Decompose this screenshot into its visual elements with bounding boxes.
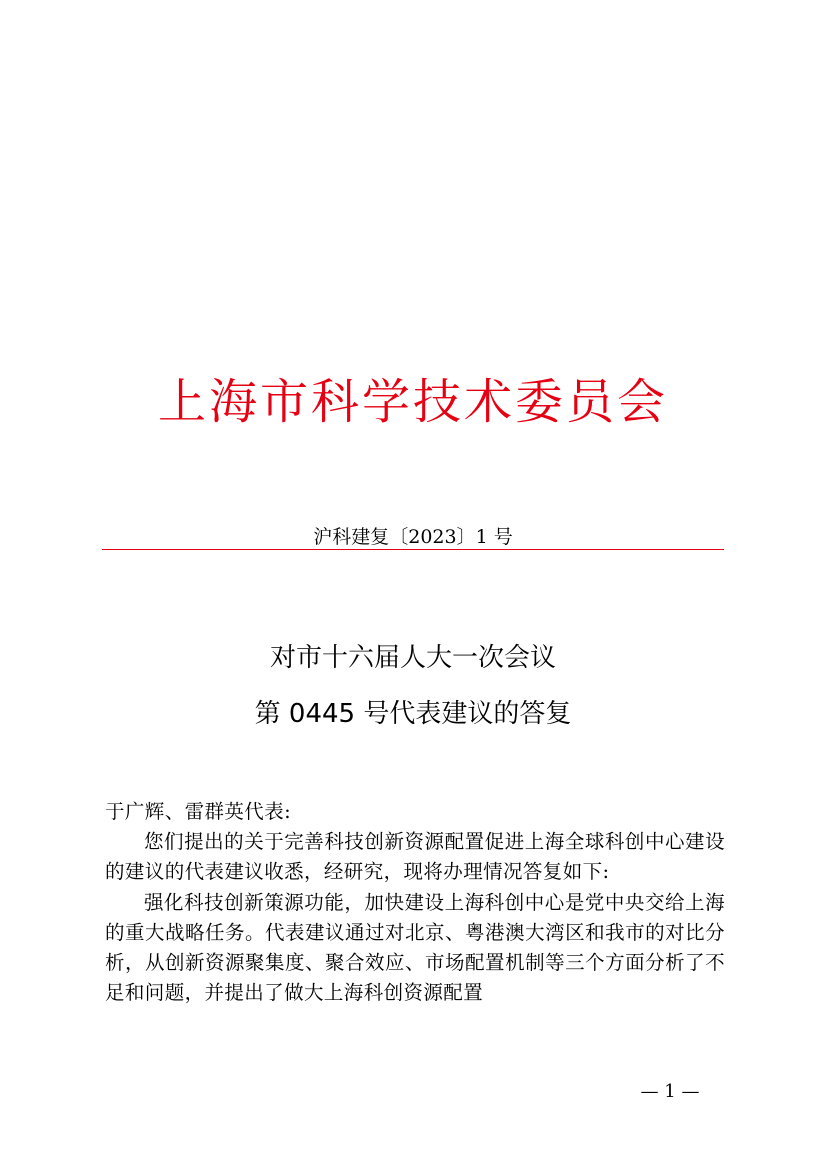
- document-title-line-2: 第 0445 号代表建议的答复: [254, 699, 572, 729]
- body-paragraph-1: 您们提出的关于完善科技创新资源配置促进上海全球科创中心建设的建议的代表建议收悉，经研究，现将办理情况答复如下:: [105, 830, 725, 884]
- body-paragraph-2: 强化科技创新策源功能，加快建设上海科创中心是党中央交给上海的重大战略任务。代表建议通过对北京、粤港澳大湾区和我市的对比分析，从创新资源聚集度、聚合效应、市场配置机制等三个方面分析了不足和问题，并提出了做大上海科创资源配置: [105, 890, 725, 1005]
- red-separator-line: [102, 549, 724, 550]
- document-title-line-1: 对市十六届人大一次会议: [269, 643, 556, 673]
- document-number: 沪科建复〔2023〕1 号: [313, 526, 513, 548]
- issuing-organization-header: 上海市科学技术委员会: [157, 374, 668, 430]
- page-number: — 1 —: [640, 1081, 700, 1102]
- document-body: [105, 797, 725, 1008]
- salutation: 于广辉、雷群英代表:: [105, 800, 292, 823]
